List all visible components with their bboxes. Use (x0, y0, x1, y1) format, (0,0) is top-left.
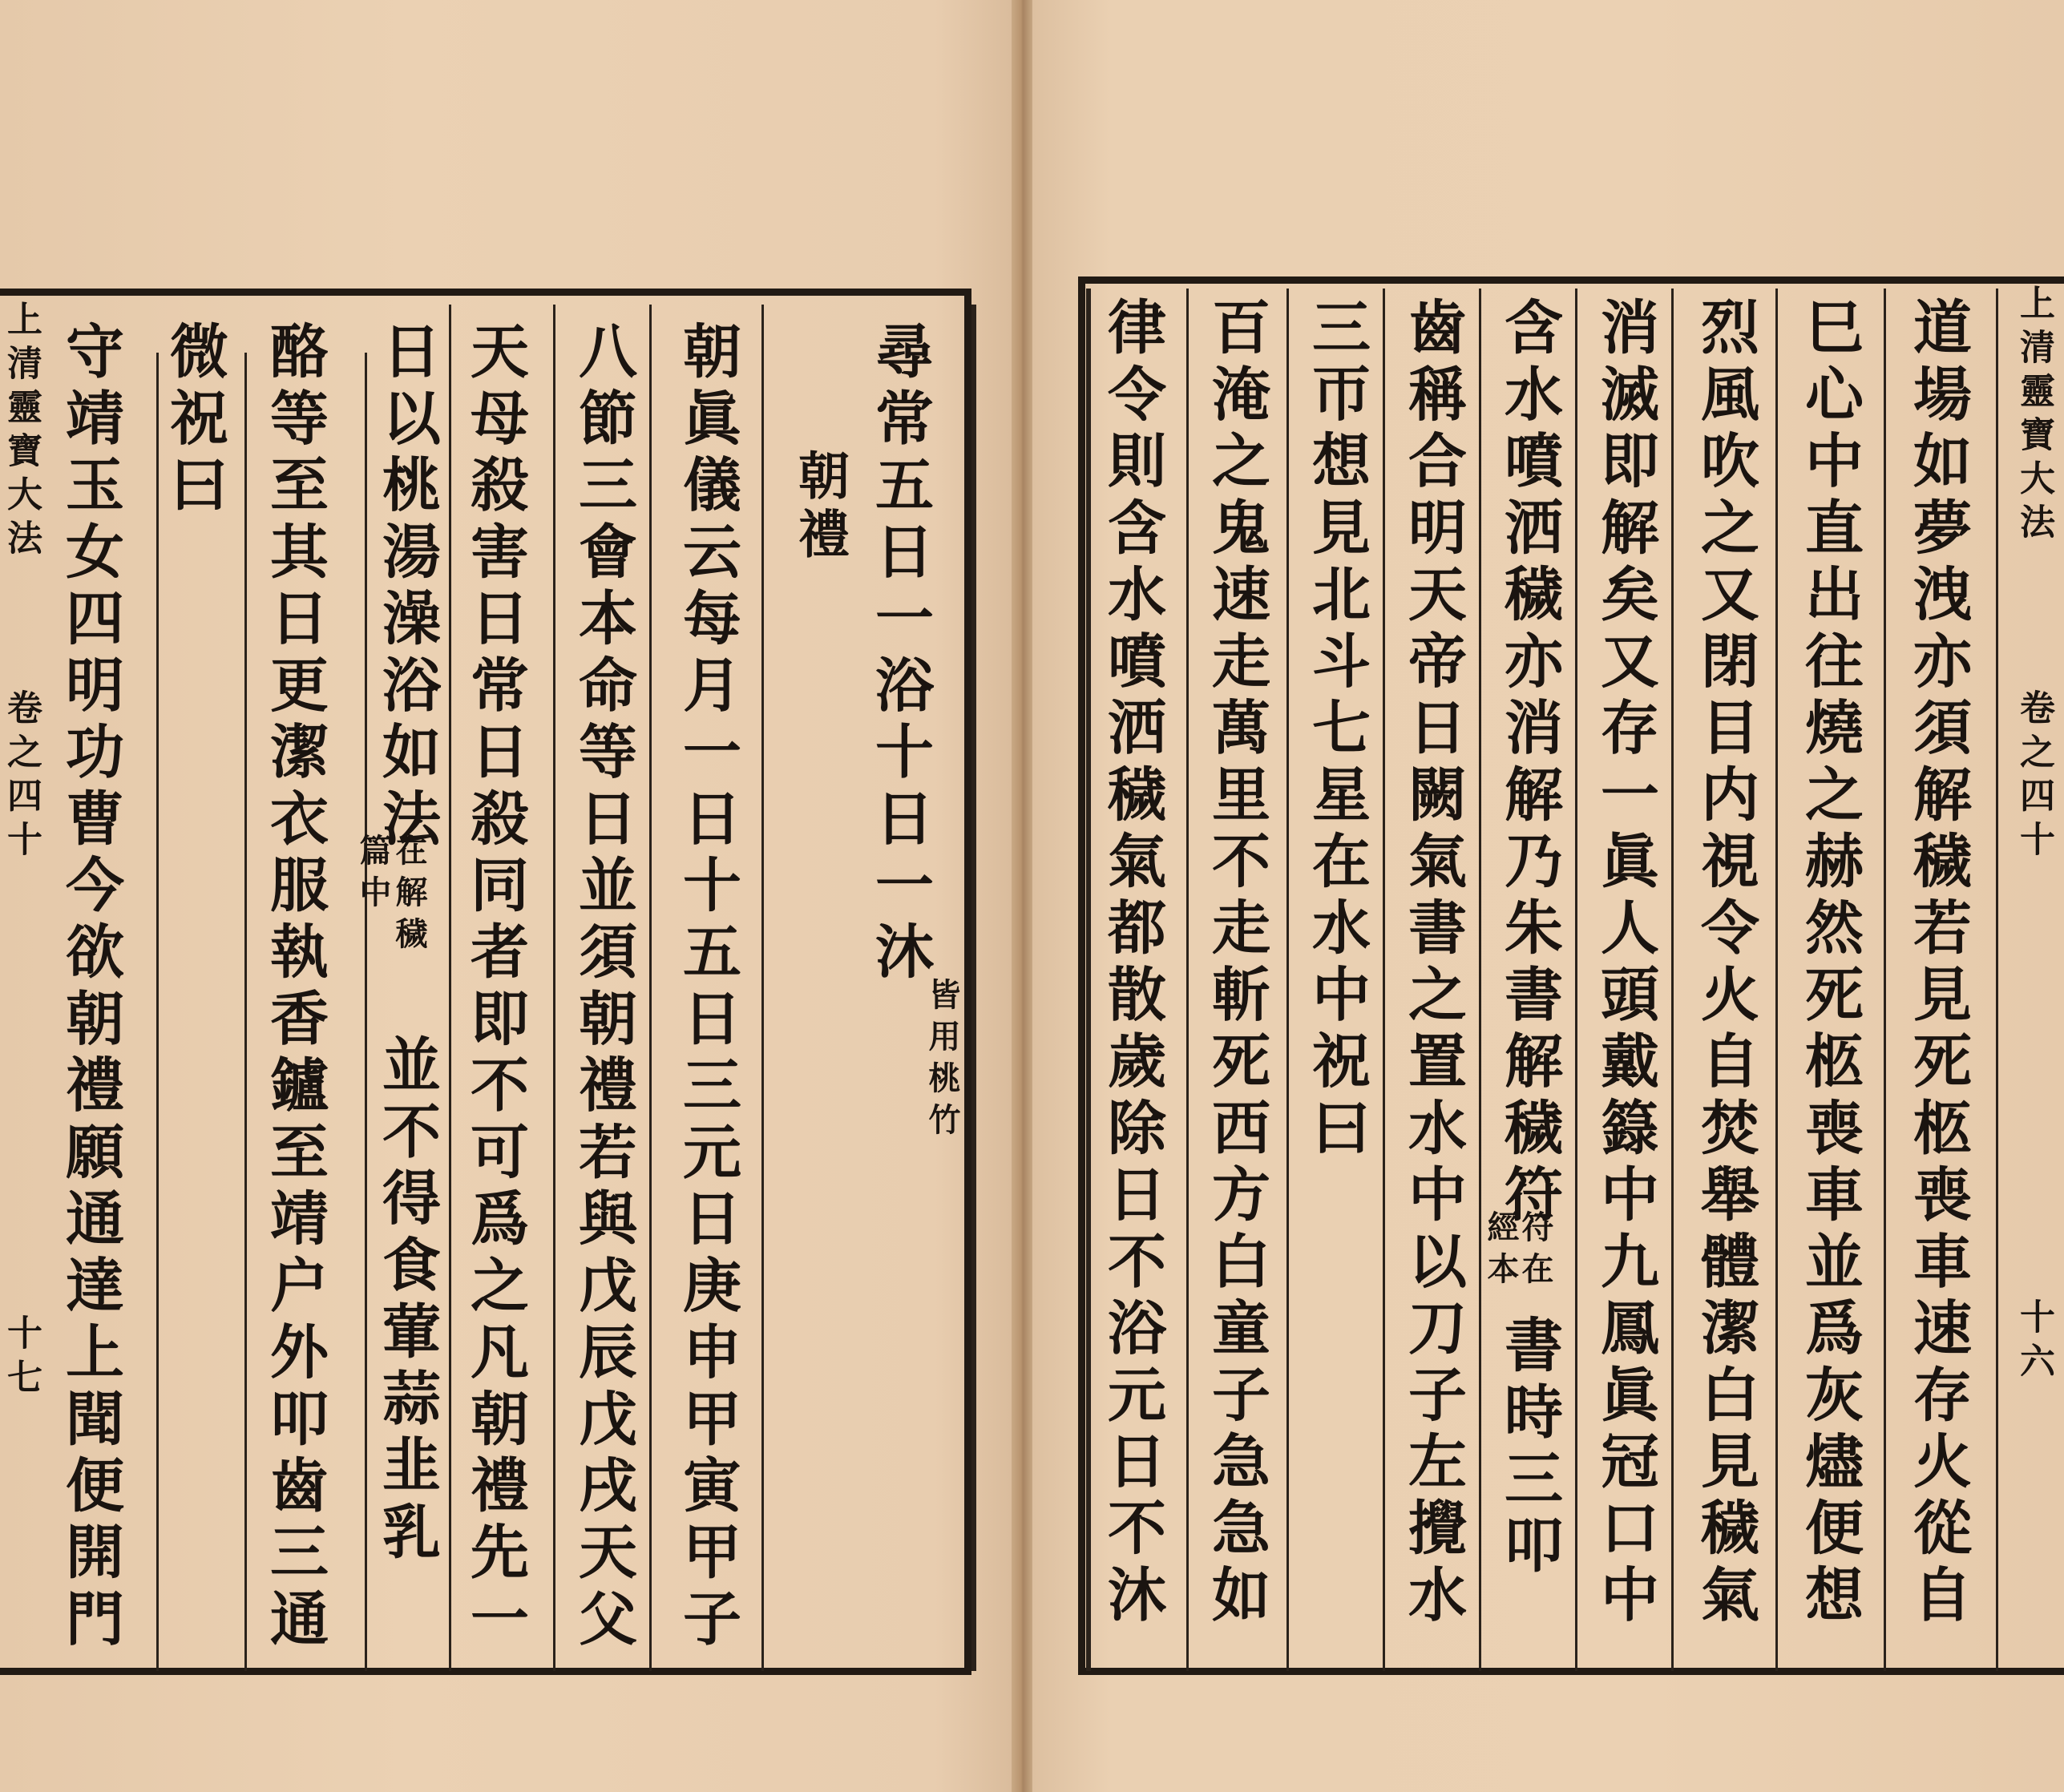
text-column-2: 巳心中直出往燒之赫然死柩喪車並爲灰燼便想 (1795, 297, 1864, 1631)
margin-juan-number: 卷之四十 (1, 689, 42, 865)
column-rule (156, 353, 159, 1671)
margin-book-title: 上清靈寶大法 (1, 301, 42, 563)
column-rule (1286, 289, 1289, 1671)
column-rule (649, 305, 652, 1671)
column-rule (365, 353, 367, 1671)
column-rule (1479, 289, 1481, 1671)
text-column-8: 守靖玉女四明功曹今欲朝禮願通達上聞便開門 (55, 321, 124, 1655)
text-column-6: 酪等至其日更潔衣服執香鑪至靖户外叩齒三通 (260, 321, 329, 1655)
column-rule (1884, 289, 1886, 1671)
column-rule (1775, 289, 1778, 1671)
text-column-9: 律令則含水噴洒穢氣都散歲除日不浴元日不沐 (1097, 297, 1166, 1631)
margin-book-title: 上清靈寶大法 (2014, 285, 2054, 547)
text-column-1: 尋常五日一浴十日一沐 (865, 321, 934, 988)
text-column-4: 消滅即解矣又存一眞人頭戴籙中九鳳眞冠口中 (1590, 297, 1659, 1631)
text-column-2: 朝眞儀云每月一日十五日三元日庚申甲寅甲子 (673, 321, 741, 1655)
column-rule (1186, 289, 1189, 1671)
text-column-4: 天母殺害日常日殺同者即不可爲之凡朝禮先一 (460, 321, 529, 1655)
text-column-1: 道場如夢洩亦須解穢若見死柩喪車速存火從自 (1903, 297, 1972, 1631)
column-rule (1671, 289, 1674, 1671)
column-rule (1996, 289, 1998, 1671)
book-gutter (1012, 0, 1032, 1792)
column-rule (1575, 289, 1577, 1671)
text-column-6: 齒稱合明天帝日闕氣書之置水中以刀子左攪水 (1398, 297, 1467, 1631)
text-column-3: 八節三會本命等日並須朝禮若與戊辰戊戌天父 (568, 321, 637, 1655)
column-rule (244, 353, 247, 1671)
margin-page-number: 十六 (2014, 1298, 2054, 1386)
annotation-note: 符在 (1517, 1210, 1554, 1294)
column-rule (971, 305, 976, 1671)
column-rule (1086, 289, 1091, 1671)
text-column-3: 烈風吹之又閉目内視令火自焚舉體潔白見穢氣 (1690, 297, 1759, 1631)
column-rule (761, 305, 764, 1671)
text-column-7: 微祝曰 (160, 321, 228, 521)
column-rule (449, 305, 451, 1671)
column-rule (553, 305, 555, 1671)
text-column-5a: 含水噴洒穢亦消解乃朱書解穢符 (1494, 297, 1563, 1231)
text-column-8: 百淹之鬼速走萬里不走斬死西方白童子急急如 (1202, 297, 1270, 1631)
section-heading: 朝禮 (790, 449, 850, 566)
annotation-note: 在解穢 (390, 833, 428, 959)
annotation-note: 經本 (1482, 1210, 1520, 1294)
column-rule (1383, 289, 1385, 1671)
text-column-5b: 並不得食葷蒜韭乳 (372, 1034, 441, 1568)
margin-juan-number: 卷之四十 (2014, 689, 2054, 865)
margin-page-number: 十七 (1, 1314, 42, 1403)
text-column-5b: 書時三叩 (1494, 1314, 1563, 1581)
annotation-note: 皆用桃竹 (923, 978, 961, 1144)
annotation-note: 篇中 (354, 833, 392, 917)
text-column-7: 三帀想見北斗七星在水中祝曰 (1302, 297, 1371, 1164)
text-column-5a: 日以桃湯澡浴如法 (372, 321, 441, 854)
